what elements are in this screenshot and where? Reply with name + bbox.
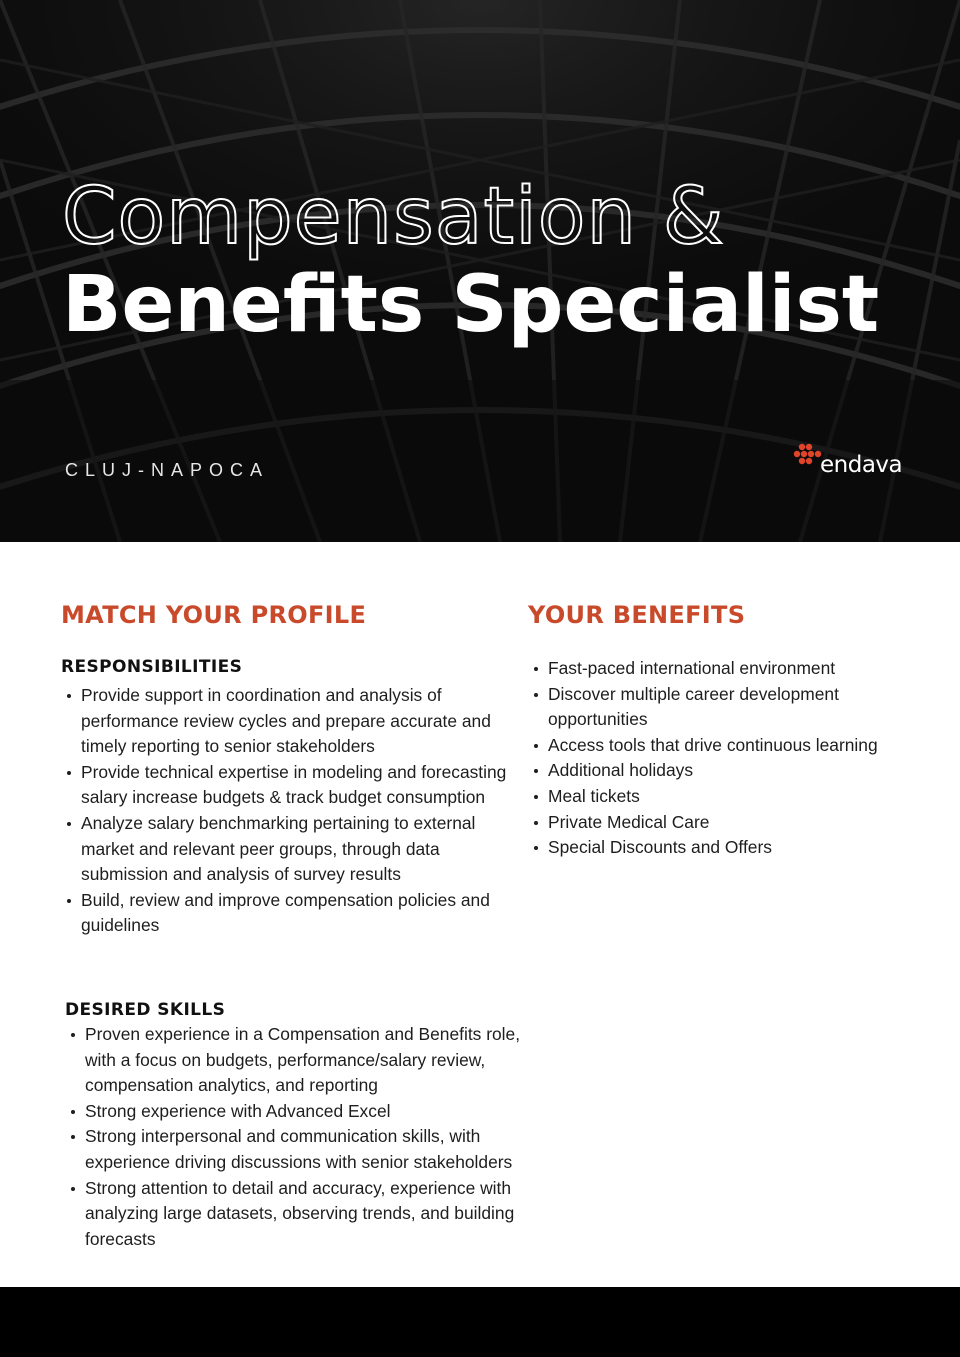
list-item: Private Medical Care — [528, 810, 928, 836]
list-item: Fast-paced international environment — [528, 656, 928, 682]
title-line-solid: Benefits Specialist — [62, 260, 880, 350]
list-item: Additional holidays — [528, 758, 928, 784]
list-item: Provide technical expertise in modeling and forecasting salary increase budgets & track budget consumption — [61, 760, 516, 811]
list-item: Meal tickets — [528, 784, 928, 810]
your-benefits-heading: YOUR BENEFITS — [528, 601, 746, 629]
list-item: Build, review and improve compensation policies and guidelines — [61, 888, 516, 939]
match-profile-heading: MATCH YOUR PROFILE — [61, 601, 367, 629]
benefits-column — [528, 598, 928, 861]
desired-skills-heading: DESIRED SKILLS — [65, 1000, 226, 1020]
endava-logo — [793, 442, 913, 482]
list-item: Discover multiple career development opportunities — [528, 682, 928, 733]
list-item: Strong attention to detail and accuracy, experience with analyzing large datasets, observing trends, and building forecasts — [65, 1176, 535, 1253]
list-item: Access tools that drive continuous learning — [528, 733, 928, 759]
title-line-outline: Compensation & — [62, 172, 725, 262]
benefits-list — [528, 656, 928, 861]
list-item: Strong interpersonal and communication skills, with experience driving discussions with senior stakeholders — [65, 1124, 535, 1175]
hero-banner — [0, 0, 960, 542]
profile-column — [61, 598, 516, 939]
responsibilities-list — [61, 683, 516, 939]
footer-bar — [0, 1287, 960, 1357]
location-label: CLUJ-NAPOCA — [65, 460, 270, 480]
list-item: Provide support in coordination and analysis of performance review cycles and prepare accurate and timely reporting to senior stakeholders — [61, 683, 516, 760]
skills-section — [65, 998, 535, 1252]
list-item: Special Discounts and Offers — [528, 835, 928, 861]
list-item: Strong experience with Advanced Excel — [65, 1099, 535, 1125]
list-item: Proven experience in a Compensation and Benefits role, with a focus on budgets, performance/salary review, compensation analytics, and reporting — [65, 1022, 535, 1099]
responsibilities-heading: RESPONSIBILITIES — [61, 657, 243, 677]
list-item: Analyze salary benchmarking pertaining to external market and relevant peer groups, through data submission and analysis of survey results — [61, 811, 516, 888]
skills-list — [65, 1022, 535, 1252]
endava-logo-text: endava — [820, 452, 903, 478]
